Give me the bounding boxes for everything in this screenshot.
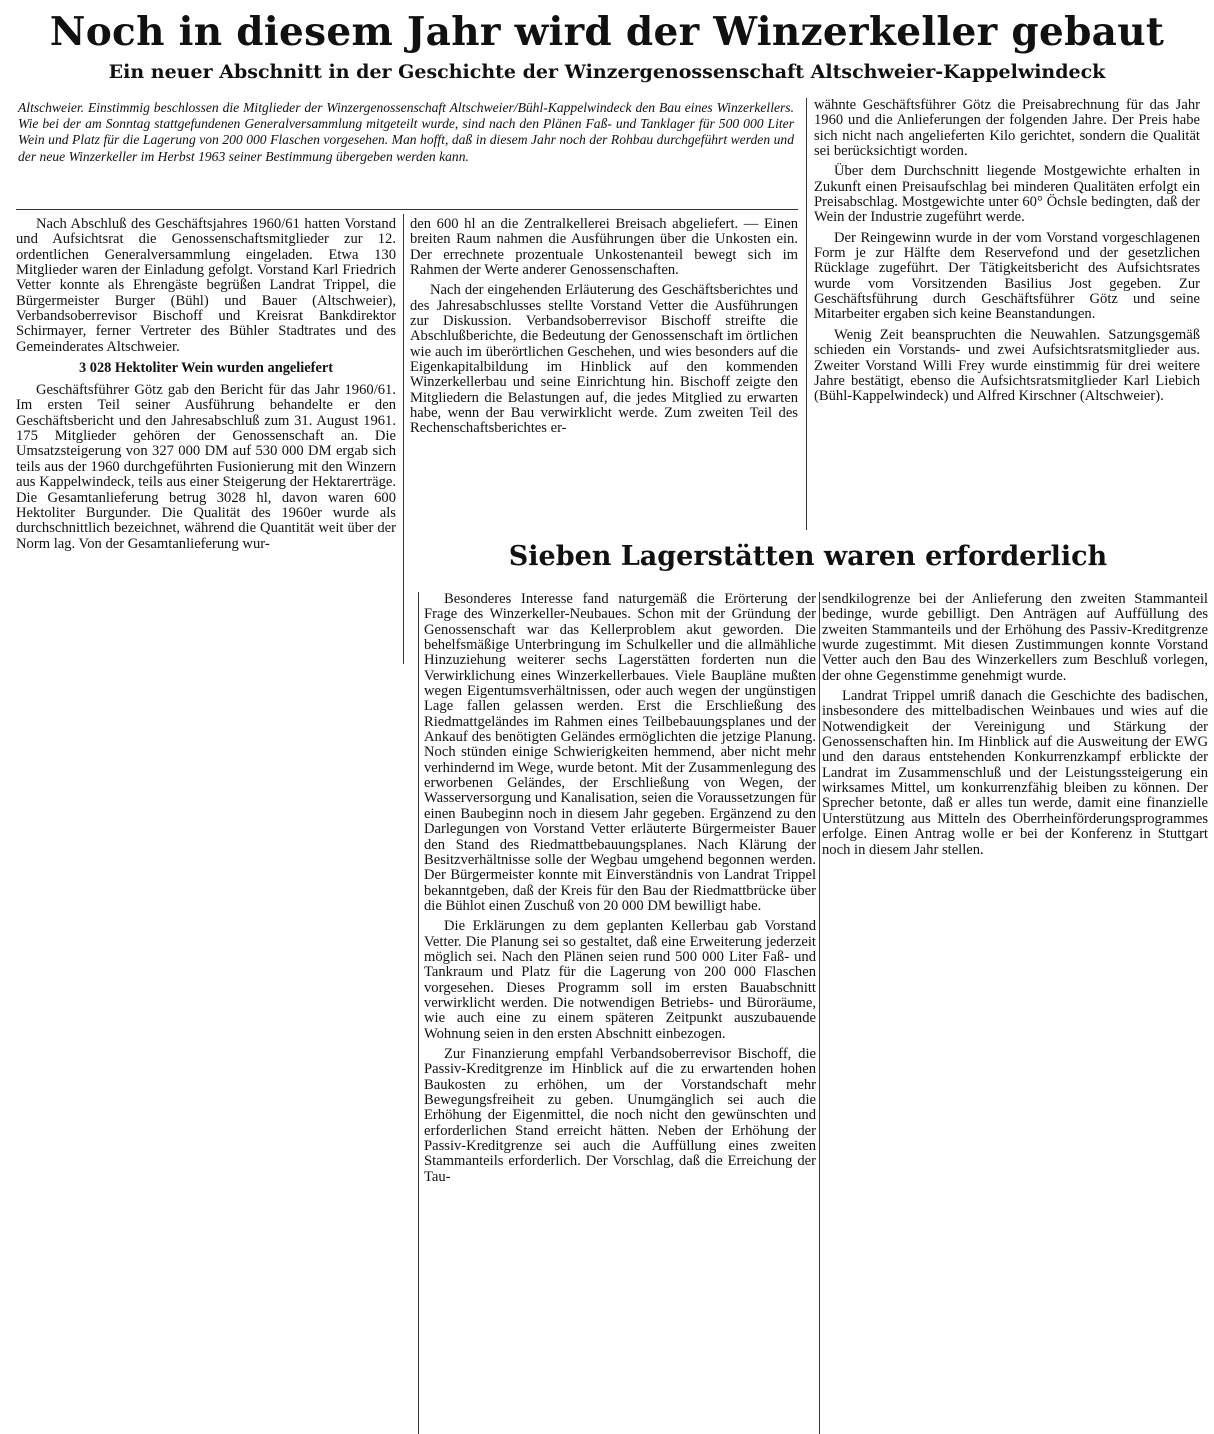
paragraph: Nach Abschluß des Geschäftsjahres 1960/61 hatten Vorstand und Aufsichtsrat die Genossenschaftsmitglieder zur 12. ordentlichen Generalversammlung eingeladen. Etwa 130 Mitglieder waren der Einladung gefolgt. Vorstand Karl Friedrich Vetter konnte als Ehrengäste begrüßen Landrat Trippel, die Bürgermeister Burger (Bühl) und Bauer (Altschweier), Verbandsoberrevisor Bischoff und Kreisrat Bankdirektor Schirmayer, ferner Vertreter des Bühler Stadtrates und des Gemeinderates Altschweier. xyxy=(16,216,396,355)
column-rule-2 xyxy=(806,98,807,530)
paragraph: sendkilogrenze bei der Anlieferung den zweiten Stammanteil bedinge, wurde gebilligt. Den Anträgen auf Auffüllung des zweiten Stammanteils und der Erhöhung des Passiv-Kreditgrenze wurde zugestimmt. Mit diesen Zustimmungen konnte Vorstand Vetter auch den Bau des Winzerkellers zum Beschluß vorlegen, der ohne Gegenstimme genehmigt wurde. xyxy=(822,591,1208,684)
column-3 xyxy=(814,98,1200,410)
column-rule-4 xyxy=(819,592,820,1434)
column-rule-3 xyxy=(418,592,419,1434)
paragraph: Der Reingewinn wurde in der vom Vorstand vorgeschlagenen Form je zur Hälfte dem Reservefond und der gesetzlichen Rücklage zugeführt. Der Tätigkeitsbericht des Aufsichtsrates wurde vom Vorsitzenden Basilius Jost gegeben. Zur Geschäftsführung durch Geschäftsführer Götz und seine Mitarbeiter ergaben sich keine Beanstandungen. xyxy=(814,229,1200,323)
paragraph: Über dem Durchschnitt liegende Mostgewichte erhalten in Zukunft einen Preisaufschlag bei minderen Qualitäten erfolgt ein Preisabschlag. Mostgewichte unter 60° Öchsle bedingten, daß der Wein der Industrie zugeführt werde. xyxy=(814,163,1200,226)
paragraph: Wenig Zeit beanspruchten die Neuwahlen. Satzungsgemäß schieden ein Vorstands- und zwei Aufsichtsratsmitglieder aus. Zweiter Vorstand Willi Frey wurde einstimmig für drei weitere Jahre bestätigt, ebenso die Aufsichtsratsmitglieder Karl Liebich (Bühl-Kappelwindeck) und Alfred Kirschner (Altschweier). xyxy=(814,326,1200,405)
paragraph: Landrat Trippel umriß danach die Geschichte des badischen, insbesondere des mittelbadischen Weinbaues und wies auf die Notwendigkeit der Vereinigung und Stärkung der Genossenschaften hin. Im Hinblick auf die Ausweitung der EWG und den daraus entstehenden Konkurrenzkampf erblickte der Landrat im Zusammenschluß und der Leistungssteigerung ein wirksames Mittel, um konkurrenzfähig bleiben zu können. Der Sprecher betonte, daß er alles tun werde, damit eine finanzielle Unterstützung aus Mitteln des Oberrheinförderungsprogrammes erfolge. Einen Antrag wolle er bei der Konferenz in Stuttgart noch in diesem Jahr stellen. xyxy=(822,688,1208,858)
column-2 xyxy=(410,217,798,442)
paragraph: Die Erklärungen zu dem geplanten Kellerbau gab Vorstand Vetter. Die Planung sei so gestaltet, daß eine Erweiterung jederzeit möglich sei. Nach den Plänen seien rund 500 000 Liter Faß- und Tankraum und Platz für die Lagerung von 200 000 Flaschen vorgesehen. Dieses Programm soll im ersten Bauabschnitt verwirklicht werden. Die notwendigen Betriebs- und Büroräume, wie auch eine zu einem späteren Zeitpunkt auszubauende Wohnung seien in den ersten Abschnitt einbezogen. xyxy=(424,918,816,1042)
paragraph: Geschäftsführer Götz gab den Bericht für das Jahr 1960/61. Im ersten Teil seiner Ausführung behandelte er den Geschäftsbericht und den Jahresabschluß zum 31. August 1961. 175 Mitglieder gehören der Genossenschaft an. Die Umsatzsteigerung von 327 000 DM auf 530 000 DM ergab sich teils aus der 1960 durchgeführten Fusionierung mit den Winzern aus Kappelwindeck, teils aus einer Steigerung der Hektarerträge. Die Gesamtanlieferung betrug 3028 hl, davon waren 600 Hektoliter Burgunder. Die Qualität des 1960er wurde als durchschnittlich bezeichnet, während die Quantität weit über der Norm lag. Von der Gesamtanlieferung wur- xyxy=(16,382,396,552)
paragraph: Nach der eingehenden Erläuterung des Geschäftsberichtes und des Jahresabschlusses stellte Vorstand Vetter die Ausführungen zur Diskussion. Verbandsoberrevisor Bischoff streifte die Abschlußberichte, die Bedeutung der Genossenschaft im örtlichen wie auch im überörtlichen Geschehen, und wies besonders auf die Eigenkapitalbildung im Hinblick auf den kommenden Winzerkellerbau und seine Einrichtung hin. Bischoff zeigte den Mitgliedern die Belastungen auf, die jedes Mitglied zu erwarten habe, wenn der Bau verwirklicht werde. Zum zweiten Teil des Rechenschaftsberichtes er- xyxy=(410,282,798,437)
paragraph: Zur Finanzierung empfahl Verbandsoberrevisor Bischoff, die Passiv-Kreditgrenze im Hinblick auf die zu erwartenden hohen Baukosten zu erhöhen, um der Vorstandschaft mehr Bewegungsfreiheit zu geben. Unumgänglich sei auch die Erhöhung der Eigenmittel, die noch nicht den gewünschten und erforderlichen Stand erreicht hätten. Neben der Erhöhung der Passiv-Kreditgrenze sei auch die Auffüllung eines zweiten Stammanteils erforderlich. Der Vorschlag, daß die Erreichung der Tau- xyxy=(424,1045,816,1185)
paragraph: wähnte Geschäftsführer Götz die Preisabrechnung für das Jahr 1960 und die Anlieferungen der folgenden Jahre. Der Preis habe sich nicht nach angelieferten Kilo gerichtet, sondern die Qualität sei berücksichtigt worden. xyxy=(814,97,1200,160)
subheadline: Ein neuer Abschnitt in der Geschichte der Winzergenossenschaft Altschweier-Kappelwindeck xyxy=(108,61,1106,83)
column-subheading: 3 028 Hektoliter Wein wurden angeliefert xyxy=(78,360,334,377)
lead-paragraph: Altschweier. Einstimmig beschlossen die Mitglieder der Winzergenossenschaft Altschweier/Bühl-Kappelwindeck den Bau eines Winzerkellers. Wie bei der am Sonntag stattgefundenen Generalversammlung mitgeteilt wurde, sind nach den Plänen Faß- und Tanklager für 500 000 Liter Wein und Platz für die Lagerung von 200 000 Flaschen vorgesehen. Man hofft, daß in diesem Jahr noch der Rohbau durchgeführt werden und der neue Winzerkeller im Herbst 1963 seiner Bestimmung übergeben werden kann. xyxy=(18,100,794,164)
paragraph: Besonderes Interesse fand naturgemäß die Erörterung der Frage des Winzerkeller-Neubaues. Schon mit der Gründung der Genossenschaft war das Kellerproblem akut geworden. Die behelfsmäßige Unterbringung im Schulkeller und die allmähliche Hinzuziehung weiterer sechs Lagerstätten forderten nun die Verwirklichung eines Winzerkellerbaues. Viele Baupläne mußten wegen Eigentumsverhältnissen, oder auch wegen der ungünstigen Lage fallen gelassen werden. Erst die Erschließung des Riedmattgeländes im Rahmen eines Teilbebauungsplanes und der Ankauf des benötigten Geländes ermöglichten die jetzige Planung. Noch stünden einige Schwierigkeiten hemmend, aber nicht mehr verhindernd im Wege, wurde betont. Mit der Zusammenlegung des erworbenen Geländes, der Erschließung von Wegen, der Wasserversorgung und Kanalisation, seien die Voraussetzungen für einen Baubeginn noch in diesem Jahr gegeben. Ergänzend zu den Darlegungen von Vorstand Vetter erläuterte Bürgermeister Bauer den Stand des Riedmattbebauungsplanes. Nach Klärung der Besitzverhältnisse solle der Wegbau umgehend begonnen werden. Der Bürgermeister konnte mit Einverständnis von Landrat Trippel bekanntgeben, daß der Kreis für den Bau der Riedmattbrücke über die Bühlot einen Zuschuß von 20 000 DM bewilligt habe. xyxy=(424,591,816,914)
paragraph: den 600 hl an die Zentralkellerei Breisach abgeliefert. — Einen breiten Raum nahmen die Ausführungen über die Unkosten ein. Der errechnete prozentuale Unkostenanteil bewegt sich im Rahmen der Werte anderer Genossenschaften. xyxy=(410,216,798,279)
column-rule-1 xyxy=(403,214,404,664)
headline: Noch in diesem Jahr wird der Winzerkeller gebaut xyxy=(49,9,1165,55)
column-5 xyxy=(822,592,1208,863)
column-1 xyxy=(16,217,396,557)
column-4 xyxy=(424,592,816,1190)
lead-divider xyxy=(16,209,798,210)
section-headline: Sieben Lagerstätten waren erforderlich xyxy=(508,541,1108,572)
